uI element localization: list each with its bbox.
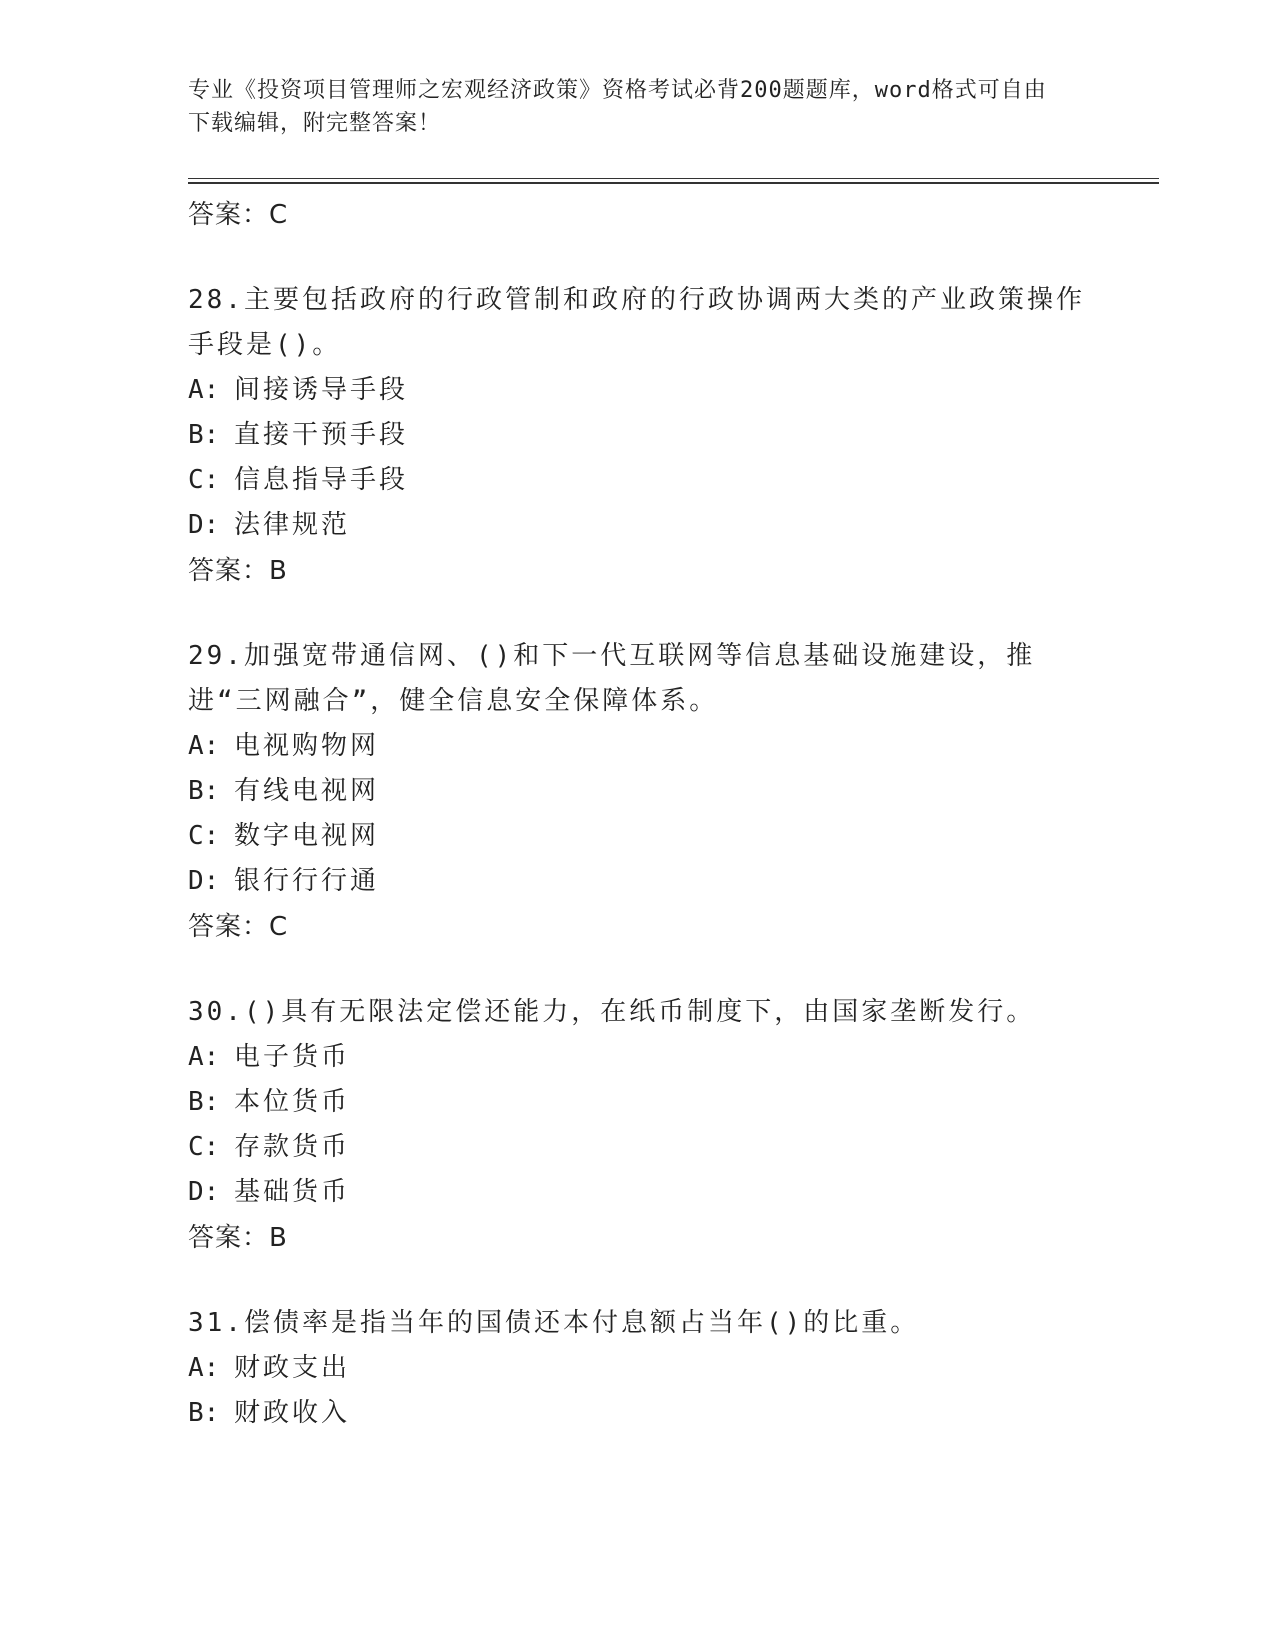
option-text: 本位货币 <box>234 1087 351 1117</box>
option-label: B: <box>188 420 220 450</box>
answer-line: 答案：B <box>188 1223 288 1253</box>
option-b <box>188 1080 1088 1125</box>
option-label: D: <box>188 866 220 896</box>
question-block <box>188 990 1088 1261</box>
option-text: 财政支出 <box>234 1353 351 1383</box>
option-label: A: <box>188 1353 220 1383</box>
question-list <box>188 192 1088 1436</box>
header-rule-thick <box>188 182 1159 184</box>
option-label: C: <box>188 465 220 495</box>
answer-line: 答案：B <box>188 556 288 586</box>
option-label: D: <box>188 1177 220 1207</box>
option-label: C: <box>188 1132 220 1162</box>
option-b <box>188 769 1088 814</box>
option-text: 电子货币 <box>234 1042 351 1072</box>
option-text: 有线电视网 <box>234 776 380 806</box>
question-block <box>188 278 1088 594</box>
question-stem: 28.主要包括政府的行政管制和政府的行政协调两大类的产业政策操作手段是()。 <box>188 285 1085 360</box>
option-text: 电视购物网 <box>234 731 380 761</box>
option-text: 直接干预手段 <box>234 420 409 450</box>
option-a <box>188 1346 1088 1391</box>
option-label: B: <box>188 1087 220 1117</box>
option-text: 信息指导手段 <box>234 465 409 495</box>
answer-line: 答案：C <box>188 200 289 230</box>
option-a <box>188 724 1088 769</box>
option-c <box>188 1125 1088 1170</box>
option-text: 存款货币 <box>234 1132 351 1162</box>
option-label: A: <box>188 1042 220 1072</box>
question-stem: 29.加强宽带通信网、()和下一代互联网等信息基础设施建设，推进“三网融合”，健全信息安全保障体系。 <box>188 641 1036 716</box>
option-text: 数字电视网 <box>234 821 380 851</box>
option-label: B: <box>188 776 220 806</box>
document-title: 专业《投资项目管理师之宏观经济政策》资格考试必背200题题库，word格式可自由下载编辑，附完整答案！ <box>188 78 1047 136</box>
option-b <box>188 1391 1088 1436</box>
option-c <box>188 814 1088 859</box>
header-rule-thin <box>188 178 1159 179</box>
question-block <box>188 634 1088 950</box>
option-label: C: <box>188 821 220 851</box>
answer-line: 答案：C <box>188 912 289 942</box>
option-c <box>188 458 1088 503</box>
question-block <box>188 1301 1088 1436</box>
option-text: 间接诱导手段 <box>234 375 409 405</box>
option-d <box>188 1170 1088 1215</box>
option-label: B: <box>188 1398 220 1428</box>
question-stem: 30.()具有无限法定偿还能力，在纸币制度下，由国家垄断发行。 <box>188 997 1036 1027</box>
option-d <box>188 503 1088 548</box>
document-header <box>188 74 1068 140</box>
option-a <box>188 1035 1088 1080</box>
option-text: 法律规范 <box>234 510 351 540</box>
option-b <box>188 413 1088 458</box>
option-a <box>188 368 1088 413</box>
option-text: 财政收入 <box>234 1398 351 1428</box>
option-label: A: <box>188 375 220 405</box>
question-stem: 31.偿债率是指当年的国债还本付息额占当年()的比重。 <box>188 1308 920 1338</box>
option-label: D: <box>188 510 220 540</box>
option-label: A: <box>188 731 220 761</box>
option-text: 银行行行通 <box>234 866 380 896</box>
option-d <box>188 859 1088 904</box>
option-text: 基础货币 <box>234 1177 351 1207</box>
